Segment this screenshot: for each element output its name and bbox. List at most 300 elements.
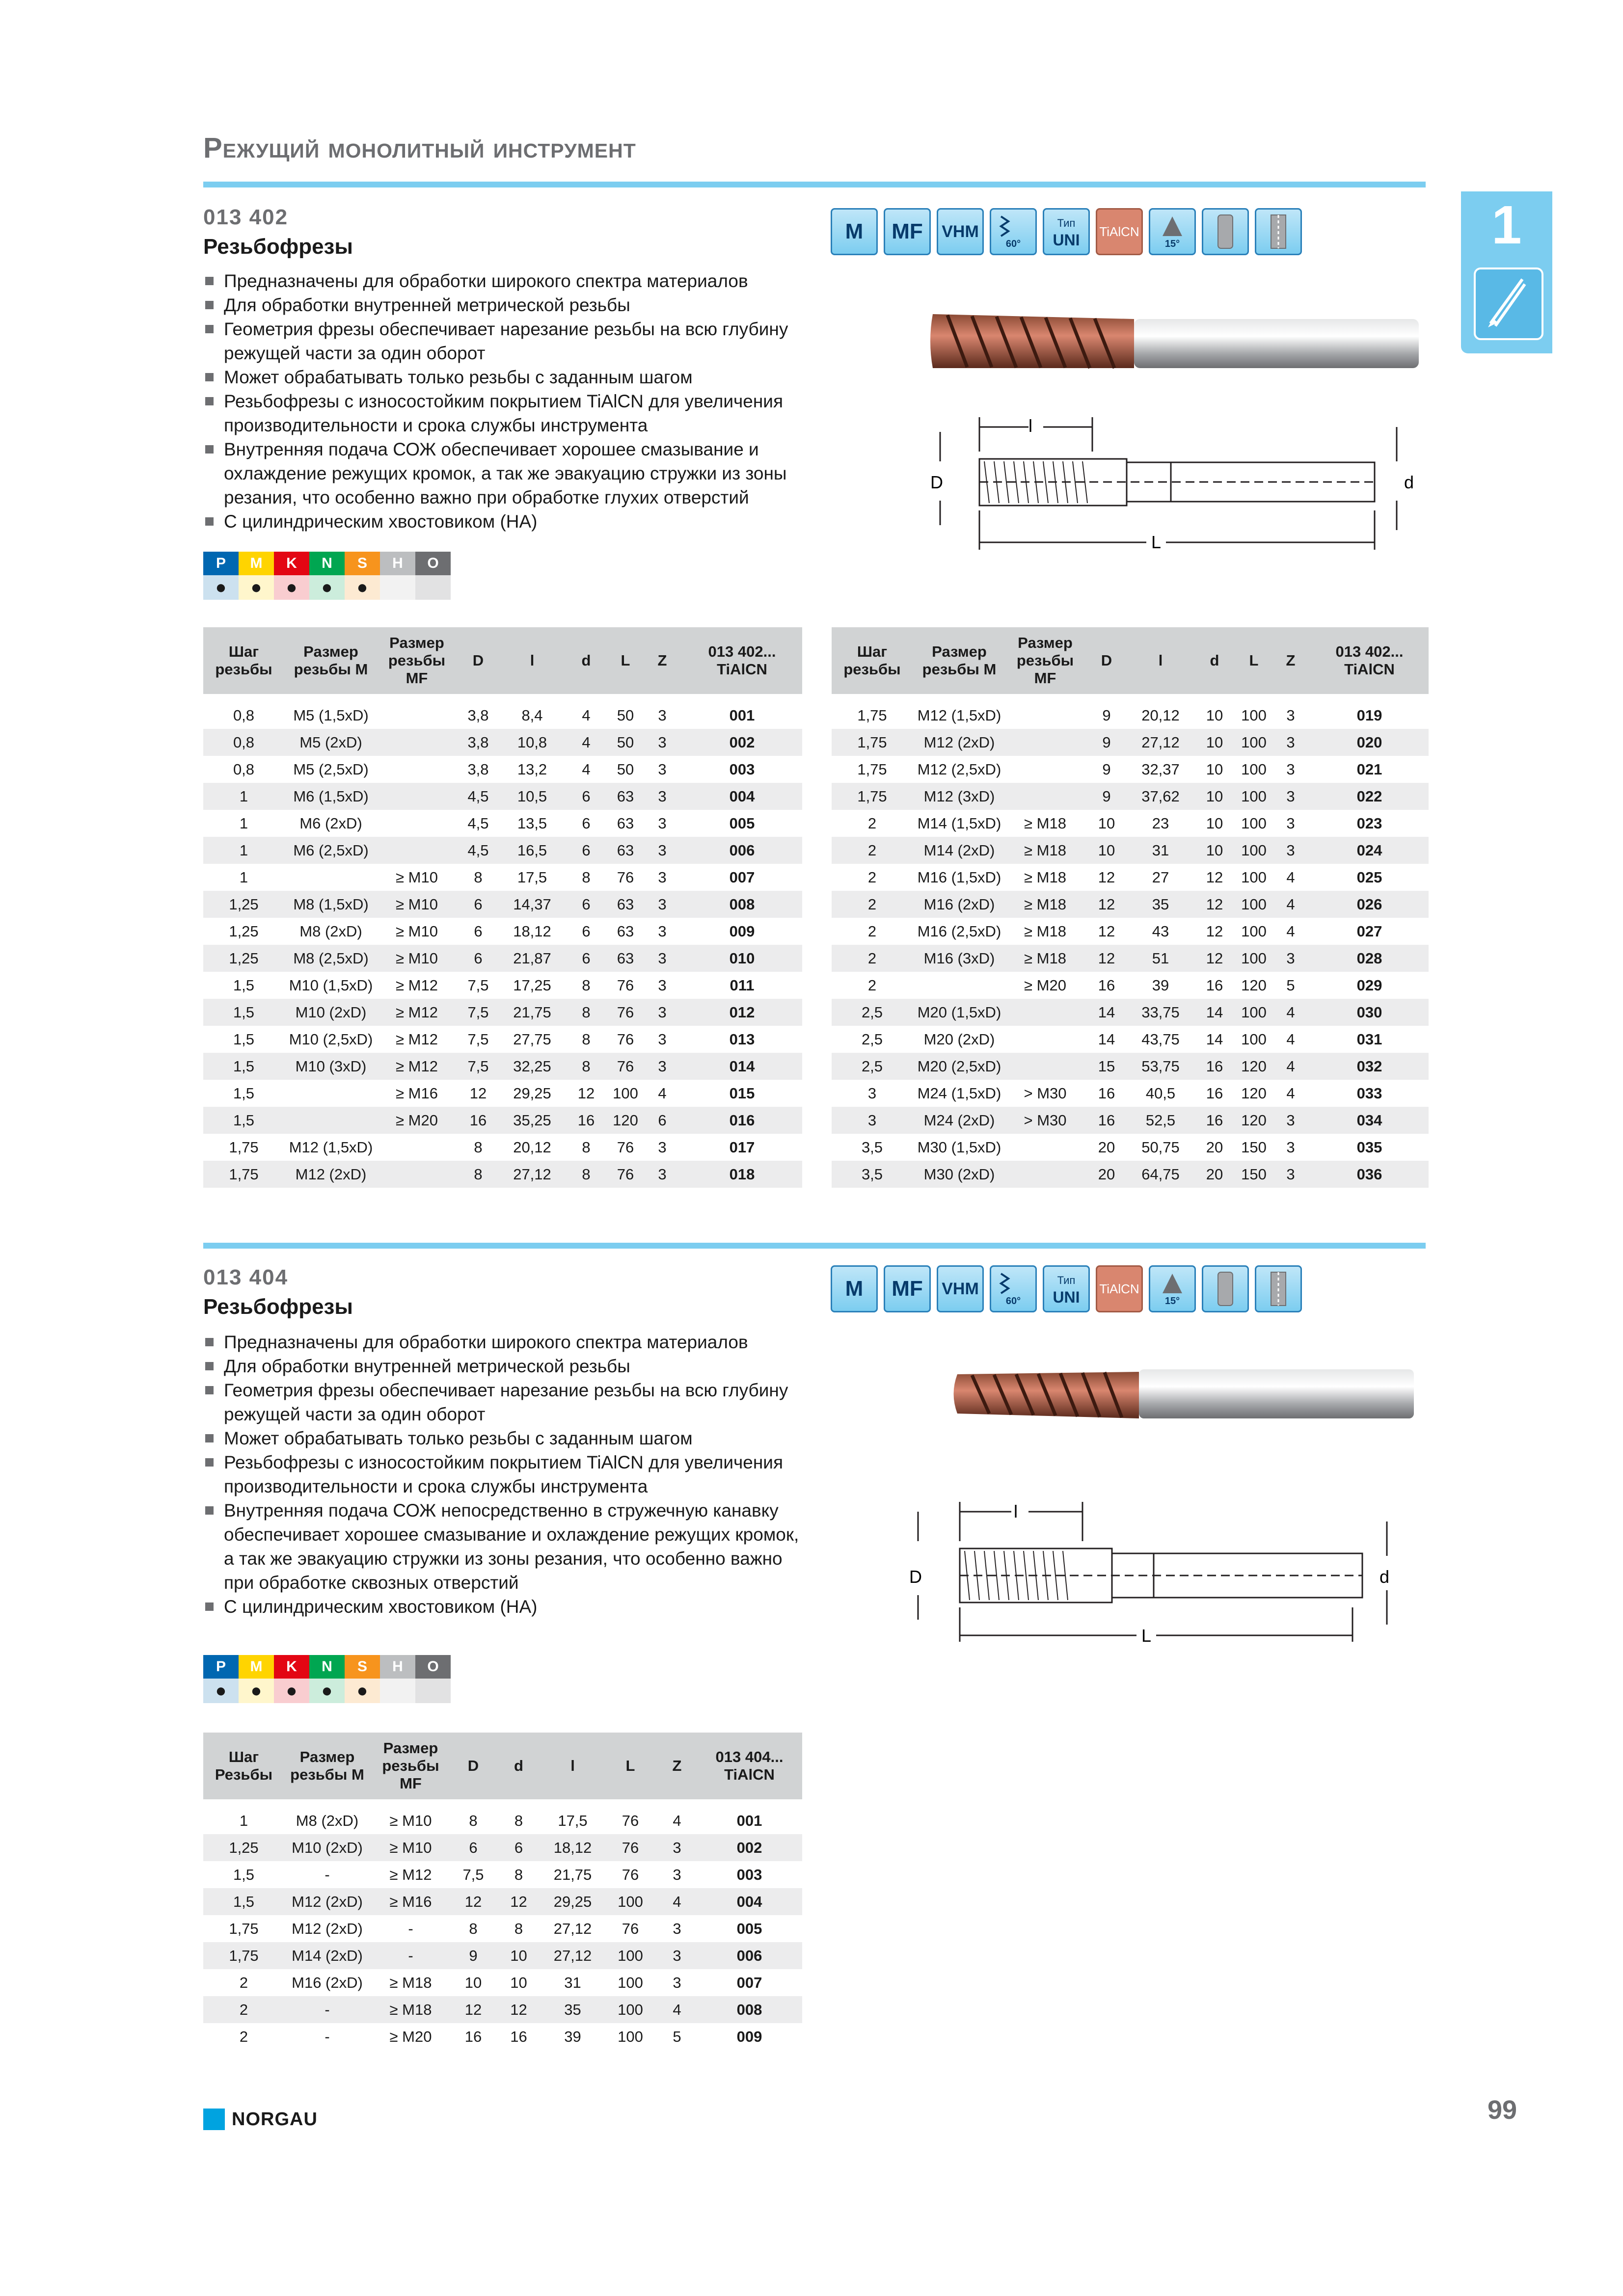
table-cell: M16 (2xD) <box>913 891 1006 918</box>
brand-logo <box>203 2109 318 2130</box>
table-cell: M12 (2xD) <box>284 1161 378 1188</box>
table-cell: ≥ M12 <box>389 1866 432 1883</box>
table-cell: 8 <box>451 1803 495 1834</box>
table-cell: 4 <box>657 1996 697 2023</box>
table-cell: 100 <box>603 1942 657 1969</box>
table-cell: 16 <box>1098 976 1115 994</box>
material-group-M: M <box>239 1655 274 1679</box>
table-cell: 100 <box>603 1888 657 1915</box>
type-label: Тип <box>1057 217 1076 229</box>
table-cell: 12 <box>451 1996 495 2023</box>
table-cell: M10 (3xD) <box>284 1053 378 1080</box>
table-cell: 8 <box>564 999 608 1026</box>
table-cell: ≥ M18 <box>1024 922 1066 940</box>
page-title: Режущий монолитный инструмент <box>203 132 636 164</box>
table-cell: 3 <box>658 760 667 778</box>
table-row <box>203 972 802 999</box>
table-row <box>203 999 802 1026</box>
material-suitability: ● <box>274 575 309 600</box>
table-row <box>203 1996 802 2023</box>
feature-item: Может обрабатывать только резьбы с заданным шагом <box>203 365 837 389</box>
table-cell: 12 <box>1098 922 1115 940</box>
order-code-cell: 022 <box>1310 783 1429 810</box>
spec-table-left <box>203 627 802 1188</box>
table-cell: 3 <box>658 1030 667 1048</box>
table-cell: 1 <box>239 868 248 886</box>
order-code-cell: 017 <box>729 1138 755 1156</box>
column-header: Шаг резьбы <box>203 627 284 698</box>
table-cell <box>1006 783 1084 810</box>
table-cell <box>284 1107 378 1134</box>
material-group-S: S <box>345 552 380 575</box>
table-cell: 12 <box>469 1084 487 1102</box>
table-cell: M12 (2xD) <box>292 1920 363 1937</box>
dim-L-label: L <box>1151 532 1162 552</box>
table-cell: 14 <box>1098 1030 1115 1048</box>
table-row <box>832 756 1429 783</box>
order-code-cell: 032 <box>1310 1053 1429 1080</box>
property-icons <box>831 1265 1302 1312</box>
material-suitability: ● <box>203 575 239 600</box>
table-cell: 100 <box>618 2028 643 2045</box>
table-cell: 9 <box>1084 729 1129 756</box>
table-cell: 2 <box>867 922 877 940</box>
table-cell: 76 <box>622 1920 639 1937</box>
table-cell: 6 <box>495 1834 542 1861</box>
table-cell: 2 <box>239 2028 248 2045</box>
table-cell: 33,75 <box>1129 999 1192 1026</box>
table-cell: 10 <box>464 1974 482 1991</box>
table-cell: 8 <box>582 868 591 886</box>
dim-l-label: l <box>1014 1501 1018 1522</box>
table-row <box>203 1915 802 1942</box>
table-cell: 50,75 <box>1141 1138 1180 1156</box>
table-cell: 1,75 <box>832 698 913 729</box>
table-cell: M8 (2,5xD) <box>284 945 378 972</box>
table-cell: 4 <box>1286 1084 1295 1102</box>
table-row <box>832 864 1429 891</box>
table-cell: 7,5 <box>456 999 500 1026</box>
table-cell: 100 <box>1237 999 1271 1026</box>
table-cell: 120 <box>608 1107 643 1134</box>
table-cell: 17,5 <box>517 868 547 886</box>
table-cell: 76 <box>617 1030 634 1048</box>
table-cell: 29,25 <box>542 1888 603 1915</box>
table-cell: M16 (3xD) <box>913 945 1006 972</box>
table-cell: 120 <box>1241 1084 1267 1102</box>
material-group-table <box>203 552 451 600</box>
table-row <box>203 1161 802 1188</box>
table-cell: 32,25 <box>500 1053 564 1080</box>
table-cell: 100 <box>1237 891 1271 918</box>
table-cell: 16 <box>1192 1107 1237 1134</box>
table-cell: 10 <box>1192 837 1237 864</box>
table-cell: 6 <box>564 783 608 810</box>
table-cell: 4 <box>564 729 608 756</box>
feature-item: Внутренняя подача СОЖ обеспечивает хорошее смазывание и охлаждение режущих кромок, а так же эвакуацию стружки из зоны резания, что особенно важно при обработке глухих отверстий <box>203 437 837 509</box>
table-cell: 53,75 <box>1129 1053 1192 1080</box>
table-cell: 16 <box>1084 1107 1129 1134</box>
table-cell: 4 <box>1271 999 1310 1026</box>
table-cell: ≥ M18 <box>1024 868 1066 886</box>
table-cell: 76 <box>617 976 634 994</box>
table-cell: 1,75 <box>832 729 913 756</box>
table-cell: 50 <box>608 729 643 756</box>
order-code-cell: 027 <box>1356 922 1382 940</box>
table-row <box>832 810 1429 837</box>
table-cell: 6 <box>456 945 500 972</box>
table-cell: M10 (2,5xD) <box>289 1030 373 1048</box>
table-cell: 1,5 <box>233 976 255 994</box>
table-cell: 27,12 <box>542 1942 603 1969</box>
table-cell <box>1006 1161 1084 1188</box>
table-cell: 1,75 <box>229 1920 259 1937</box>
table-cell: 21,75 <box>500 999 564 1026</box>
table-cell: 4 <box>564 698 608 729</box>
table-cell: M14 (2xD) <box>913 837 1006 864</box>
table-cell: 27 <box>1152 868 1169 886</box>
table-cell: ≥ M10 <box>370 1834 451 1861</box>
table-cell: 20,12 <box>1129 698 1192 729</box>
table-cell: 7,5 <box>456 1053 500 1080</box>
type-uni-icon <box>1043 208 1090 255</box>
table-cell: 14 <box>1084 999 1129 1026</box>
table-cell <box>378 810 456 837</box>
table-cell: M24 (1,5xD) <box>917 1084 1001 1102</box>
table-cell: 37,62 <box>1129 783 1192 810</box>
table-row <box>203 864 802 891</box>
table-row <box>203 1026 802 1053</box>
table-row <box>203 698 802 729</box>
thread-angle-icon <box>990 1265 1037 1312</box>
order-code-cell: 001 <box>697 1803 802 1834</box>
table-row <box>203 1861 802 1888</box>
table-cell: 63 <box>617 922 634 940</box>
table-cell: 100 <box>1237 945 1271 972</box>
section-divider <box>203 182 1426 187</box>
table-cell: 3 <box>643 1161 682 1188</box>
spec-table-right <box>832 627 1429 1188</box>
feature-item: Для обработки внутренней метрической резьбы <box>203 293 837 317</box>
table-cell: 12 <box>1192 945 1237 972</box>
table-cell: 100 <box>618 1974 643 1991</box>
table-row <box>832 837 1429 864</box>
feature-item: Для обработки внутренней метрической резьбы <box>203 1354 812 1378</box>
table-cell <box>1006 1026 1084 1053</box>
table-cell: 4,5 <box>456 783 500 810</box>
table-row <box>832 1080 1429 1107</box>
table-cell: 0,8 <box>203 698 284 729</box>
column-header: Размер резьбы M <box>913 627 1006 698</box>
table-cell: 35 <box>542 1996 603 2023</box>
table-cell: 100 <box>1241 760 1267 778</box>
table-cell: 100 <box>1237 837 1271 864</box>
thread-mf-icon: MF <box>884 1265 931 1312</box>
product-code: 013 404 <box>203 1265 289 1289</box>
table-cell: M10 (2xD) <box>284 999 378 1026</box>
table-cell: 3 <box>643 1053 682 1080</box>
material-group-H: H <box>380 552 415 575</box>
table-cell: 6 <box>564 945 608 972</box>
table-cell: - <box>325 2028 330 2045</box>
table-row <box>203 1053 802 1080</box>
feature-list <box>203 269 837 534</box>
order-code-cell: 035 <box>1356 1138 1382 1156</box>
table-cell: 3 <box>1271 1107 1310 1134</box>
table-row <box>203 837 802 864</box>
table-cell: ≥ M20 <box>389 2028 432 2045</box>
table-row <box>832 1053 1429 1080</box>
table-cell: ≥ M12 <box>378 999 456 1026</box>
type-value: UNI <box>1053 231 1080 249</box>
logo-square-icon <box>203 2109 225 2130</box>
dim-l-label: l <box>1028 416 1032 436</box>
table-cell: 14,37 <box>500 891 564 918</box>
table-cell: 3 <box>1271 698 1310 729</box>
table-cell: M16 (2,5xD) <box>917 922 1001 940</box>
table-cell: M12 (3xD) <box>913 783 1006 810</box>
thread-m-icon: M <box>831 208 878 255</box>
feature-item: Предназначены для обработки широкого спектра материалов <box>203 269 837 293</box>
table-cell: 18,12 <box>513 922 551 940</box>
table-cell: 3 <box>1286 760 1295 778</box>
property-icons <box>831 208 1302 255</box>
table-cell: 2 <box>867 976 877 994</box>
table-cell: 7,5 <box>467 976 489 994</box>
table-cell: 4 <box>657 1803 697 1834</box>
table-cell: 1,75 <box>203 1942 284 1969</box>
table-cell: 3 <box>1271 945 1310 972</box>
table-row <box>203 1080 802 1107</box>
table-cell: 16 <box>456 1107 500 1134</box>
table-cell: 3 <box>643 783 682 810</box>
table-cell: 6 <box>451 1834 495 1861</box>
table-cell: 39 <box>1152 976 1169 994</box>
column-header: 013 402... TiAlCN <box>1310 627 1429 698</box>
table-cell: > M30 <box>1024 1084 1067 1102</box>
table-row <box>203 1888 802 1915</box>
order-code-cell: 030 <box>1310 999 1429 1026</box>
table-cell: 150 <box>1237 1161 1271 1188</box>
table-cell <box>1006 698 1084 729</box>
order-code-cell: 036 <box>1310 1161 1429 1188</box>
table-cell: 32,37 <box>1141 760 1180 778</box>
material-group-K: K <box>274 1655 309 1679</box>
material-group-H: H <box>380 1655 415 1679</box>
table-cell: 12 <box>1098 868 1115 886</box>
table-cell: ≥ M12 <box>396 1030 438 1048</box>
material-group-P: P <box>203 552 239 575</box>
table-cell: 3 <box>643 999 682 1026</box>
table-row <box>832 1107 1429 1134</box>
table-cell: M6 (1,5xD) <box>284 783 378 810</box>
table-row <box>203 945 802 972</box>
table-cell: 2,5 <box>861 1030 883 1048</box>
type-label: Тип <box>1057 1274 1076 1286</box>
table-cell: 12 <box>495 1996 542 2023</box>
order-code-cell: 016 <box>682 1107 802 1134</box>
table-cell: 1 <box>203 1803 284 1834</box>
table-row <box>203 729 802 756</box>
table-cell: 27,12 <box>553 1920 592 1937</box>
table-cell: 1,5 <box>203 1107 284 1134</box>
table-cell: 63 <box>608 837 643 864</box>
table-cell: 3 <box>643 698 682 729</box>
table-cell: 100 <box>1241 1030 1267 1048</box>
column-header: L <box>603 1733 657 1803</box>
table-cell: 12 <box>495 1888 542 1915</box>
table-cell: ≥ M10 <box>370 1803 451 1834</box>
table-cell: M10 (2xD) <box>284 1834 370 1861</box>
thread-angle-icon <box>990 208 1037 255</box>
table-cell: 5 <box>1286 976 1295 994</box>
table-cell: > M30 <box>1006 1107 1084 1134</box>
table-cell: 12 <box>1206 868 1223 886</box>
table-cell <box>1006 1053 1084 1080</box>
table-cell: M24 (2xD) <box>913 1107 1006 1134</box>
table-cell: 17,25 <box>513 976 551 994</box>
order-code-cell: 013 <box>729 1030 755 1048</box>
order-code-cell: 026 <box>1310 891 1429 918</box>
table-cell: 4 <box>1286 922 1295 940</box>
table-cell: 1,25 <box>229 922 259 940</box>
table-cell: M16 (2xD) <box>292 1974 363 1991</box>
material-suitability: ● <box>274 1679 309 1703</box>
table-cell: M30 (1,5xD) <box>917 1138 1001 1156</box>
table-cell: M8 (2xD) <box>299 922 362 940</box>
table-cell: 1 <box>203 837 284 864</box>
table-cell: 12 <box>1084 945 1129 972</box>
table-cell: 3 <box>658 868 667 886</box>
table-cell: 1,25 <box>203 891 284 918</box>
table-cell: 21,87 <box>500 945 564 972</box>
table-cell: ≥ M10 <box>378 945 456 972</box>
table-cell: M14 (2xD) <box>284 1942 370 1969</box>
table-cell <box>378 783 456 810</box>
table-cell: 4 <box>1286 1030 1295 1048</box>
table-cell: ≥ M12 <box>396 976 438 994</box>
order-code-cell: 002 <box>697 1834 802 1861</box>
column-header: Шаг резьбы <box>832 627 913 698</box>
table-cell: 1,5 <box>233 1030 255 1048</box>
table-cell: 16 <box>1192 1053 1237 1080</box>
table-cell: 1,5 <box>233 1084 255 1102</box>
table-cell: 8 <box>469 1920 478 1937</box>
dimension-drawing <box>930 407 1421 560</box>
table-cell: 7,5 <box>462 1866 484 1883</box>
table-cell: 14 <box>1206 1030 1223 1048</box>
table-cell: 39 <box>564 2028 581 2045</box>
table-cell: 10 <box>1192 729 1237 756</box>
order-code-cell: 018 <box>682 1161 802 1188</box>
cylindrical-shank-icon <box>1202 1265 1249 1312</box>
table-cell: 120 <box>1241 976 1267 994</box>
table-cell <box>1006 1134 1084 1161</box>
dim-d-label: d <box>1404 472 1414 492</box>
order-code-cell: 010 <box>682 945 802 972</box>
table-cell: - <box>284 1996 370 2023</box>
material-suitability <box>380 575 415 600</box>
feature-item: Резьбофрезы с износостойким покрытием TiAlCN для увеличения производительности и срока службы инструмента <box>203 389 837 437</box>
table-row <box>832 1026 1429 1053</box>
table-row <box>203 810 802 837</box>
table-cell: 29,25 <box>513 1084 551 1102</box>
thread-m-icon: M <box>831 1265 878 1312</box>
page-number: 99 <box>1488 2095 1517 2125</box>
table-cell: 3 <box>1286 814 1295 832</box>
table-cell: 14 <box>1192 999 1237 1026</box>
table-cell: ≥ M16 <box>370 1888 451 1915</box>
order-code-cell: 009 <box>729 922 755 940</box>
column-header: d <box>1192 627 1237 698</box>
material-suitability: ● <box>239 575 274 600</box>
table-row <box>832 891 1429 918</box>
table-cell: 120 <box>1237 1053 1271 1080</box>
table-cell: M8 (1,5xD) <box>284 891 378 918</box>
material-suitability: ● <box>239 1679 274 1703</box>
table-cell: 31 <box>1129 837 1192 864</box>
table-cell: ≥ M18 <box>1006 837 1084 864</box>
table-cell: ≥ M18 <box>1024 814 1066 832</box>
table-cell: 3,5 <box>832 1161 913 1188</box>
table-cell: 3 <box>1271 1161 1310 1188</box>
table-cell: 43,75 <box>1141 1030 1180 1048</box>
table-cell: 6 <box>474 922 483 940</box>
table-cell: 9 <box>1084 698 1129 729</box>
material-group-N: N <box>309 552 345 575</box>
table-cell: ≥ M10 <box>396 922 438 940</box>
order-code-cell: 031 <box>1356 1030 1382 1048</box>
table-cell: 6 <box>582 922 591 940</box>
table-cell: ≥ M10 <box>396 868 438 886</box>
coating-icon: TiAlCN <box>1096 208 1143 255</box>
table-cell: 31 <box>564 1974 581 1991</box>
table-cell: 3 <box>658 1138 667 1156</box>
order-code-cell: 020 <box>1310 729 1429 756</box>
table-cell: 63 <box>608 891 643 918</box>
table-cell: 8 <box>564 1053 608 1080</box>
dim-D-label: D <box>909 1567 922 1587</box>
table-cell: 1,75 <box>857 760 887 778</box>
table-cell: 3,8 <box>456 729 500 756</box>
order-code-cell: 019 <box>1310 698 1429 729</box>
column-header: Размер резьбы M <box>284 1733 370 1803</box>
table-cell: 9 <box>1102 760 1111 778</box>
table-cell: 5 <box>673 2028 681 2045</box>
table-cell: 2 <box>832 945 913 972</box>
table-row <box>203 2023 802 2050</box>
table-cell: 43 <box>1152 922 1169 940</box>
product-title: Резьбофрезы <box>203 235 353 259</box>
feature-item: Геометрия фрезы обеспечивает нарезание резьбы на всю глубину режущей части за один оборот <box>203 1378 812 1426</box>
table-row <box>203 1969 802 1996</box>
table-cell: 3 <box>657 1834 697 1861</box>
table-cell: 16 <box>1098 1084 1115 1102</box>
column-header: L <box>1237 627 1271 698</box>
table-cell: 8 <box>514 1866 523 1883</box>
table-cell <box>1006 729 1084 756</box>
table-cell: 3 <box>658 814 667 832</box>
table-cell: 63 <box>617 814 634 832</box>
helix-angle-icon <box>1149 1265 1196 1312</box>
material-suitability <box>415 575 451 600</box>
material-group-table <box>203 1655 451 1703</box>
order-code-cell: 009 <box>736 2028 762 2045</box>
table-cell: 10 <box>510 1974 527 1991</box>
dim-L-label: L <box>1141 1626 1152 1646</box>
order-code-cell: 004 <box>682 783 802 810</box>
order-code-cell: 002 <box>682 729 802 756</box>
